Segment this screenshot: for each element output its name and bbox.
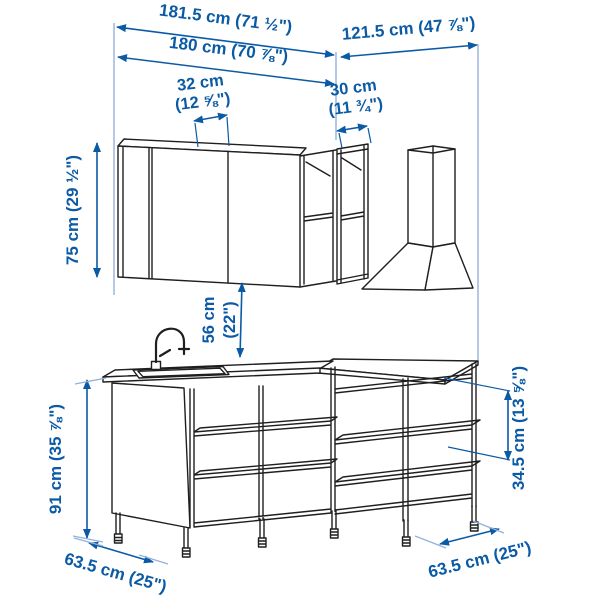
- hood-base-left: [362, 243, 433, 290]
- dim-base-depth-right-line: [440, 529, 499, 544]
- dim-base-depth-right: [415, 521, 533, 582]
- dim-return-width: [341, 13, 477, 57]
- kitchen-artwork: [103, 139, 480, 557]
- dim-base-depth-right-label: 63.5 cm (25"): [426, 537, 534, 582]
- dim-cabinet-depth-label: [172, 71, 232, 114]
- dim-width-outer-label: 181.5 cm (71 ½"): [158, 0, 294, 37]
- corner-base-frame: [335, 364, 480, 521]
- dim-shelf-depth-cm: 30 cm: [329, 76, 378, 100]
- wall-shelf-unit: [300, 144, 368, 287]
- dim-width-inner: [118, 33, 334, 84]
- hood-duct: [408, 146, 455, 247]
- base-cabinet-door: [112, 383, 190, 528]
- dim-splash-gap-cm: 56 cm: [200, 296, 218, 344]
- wall-cabinet: [118, 139, 306, 287]
- dim-shelf-spacing-extensions: [444, 378, 510, 460]
- dim-shelf-depth: [325, 76, 384, 148]
- dim-base-height: [46, 378, 106, 542]
- wall-cabinet-front: [118, 146, 300, 287]
- hood-base-right: [425, 243, 473, 290]
- dim-splash-gap-label: [200, 297, 239, 344]
- dim-shelf-spacing-label: 34.5 cm (13 ⅝"): [509, 365, 528, 491]
- faucet: [152, 329, 190, 370]
- dim-cabinet-depth-in: (12 ⅝"): [174, 89, 232, 115]
- dim-wall-cabinet-height: [63, 143, 97, 277]
- dim-splash-gap: [200, 283, 242, 357]
- dim-cabinet-depth-cm: 32 cm: [176, 71, 225, 95]
- dim-base-height-ticks: [73, 378, 106, 542]
- dim-return-width-label: 121.5 cm (47 ⅞"): [341, 13, 476, 44]
- dim-splash-gap-in: (22"): [221, 301, 239, 339]
- dim-base-height-label: 91 cm (35 ⅞"): [46, 403, 65, 515]
- dim-shelf-depth-label: [325, 76, 384, 119]
- dim-base-depth-left-label: 63.5 cm (25"): [62, 549, 169, 597]
- dim-cabinet-depth: [172, 71, 232, 147]
- base-cabinet: [112, 367, 337, 528]
- dim-base-depth-left: [62, 538, 169, 596]
- corner-base-unit: [335, 364, 480, 521]
- wall-shelf-front-frame: [300, 150, 336, 287]
- dim-splash-gap-line: [240, 283, 242, 357]
- dim-cabinet-depth-line: [194, 115, 227, 121]
- faucet-neck: [156, 329, 189, 362]
- dim-width-inner-label: 180 cm (70 ⅞"): [168, 32, 290, 67]
- dim-wall-cabinet-height-label: 75 cm (29 ½"): [63, 154, 82, 266]
- base-open-shelves: [190, 367, 337, 527]
- dim-width-inner-line: [118, 57, 334, 84]
- dim-return-width-line: [341, 45, 477, 57]
- dim-shelf-depth-line: [337, 126, 367, 131]
- extractor-hood: [362, 146, 473, 290]
- dim-base-depth-right-ticks: [415, 521, 504, 548]
- dim-shelf-depth-in: (11 ¾"): [327, 94, 384, 120]
